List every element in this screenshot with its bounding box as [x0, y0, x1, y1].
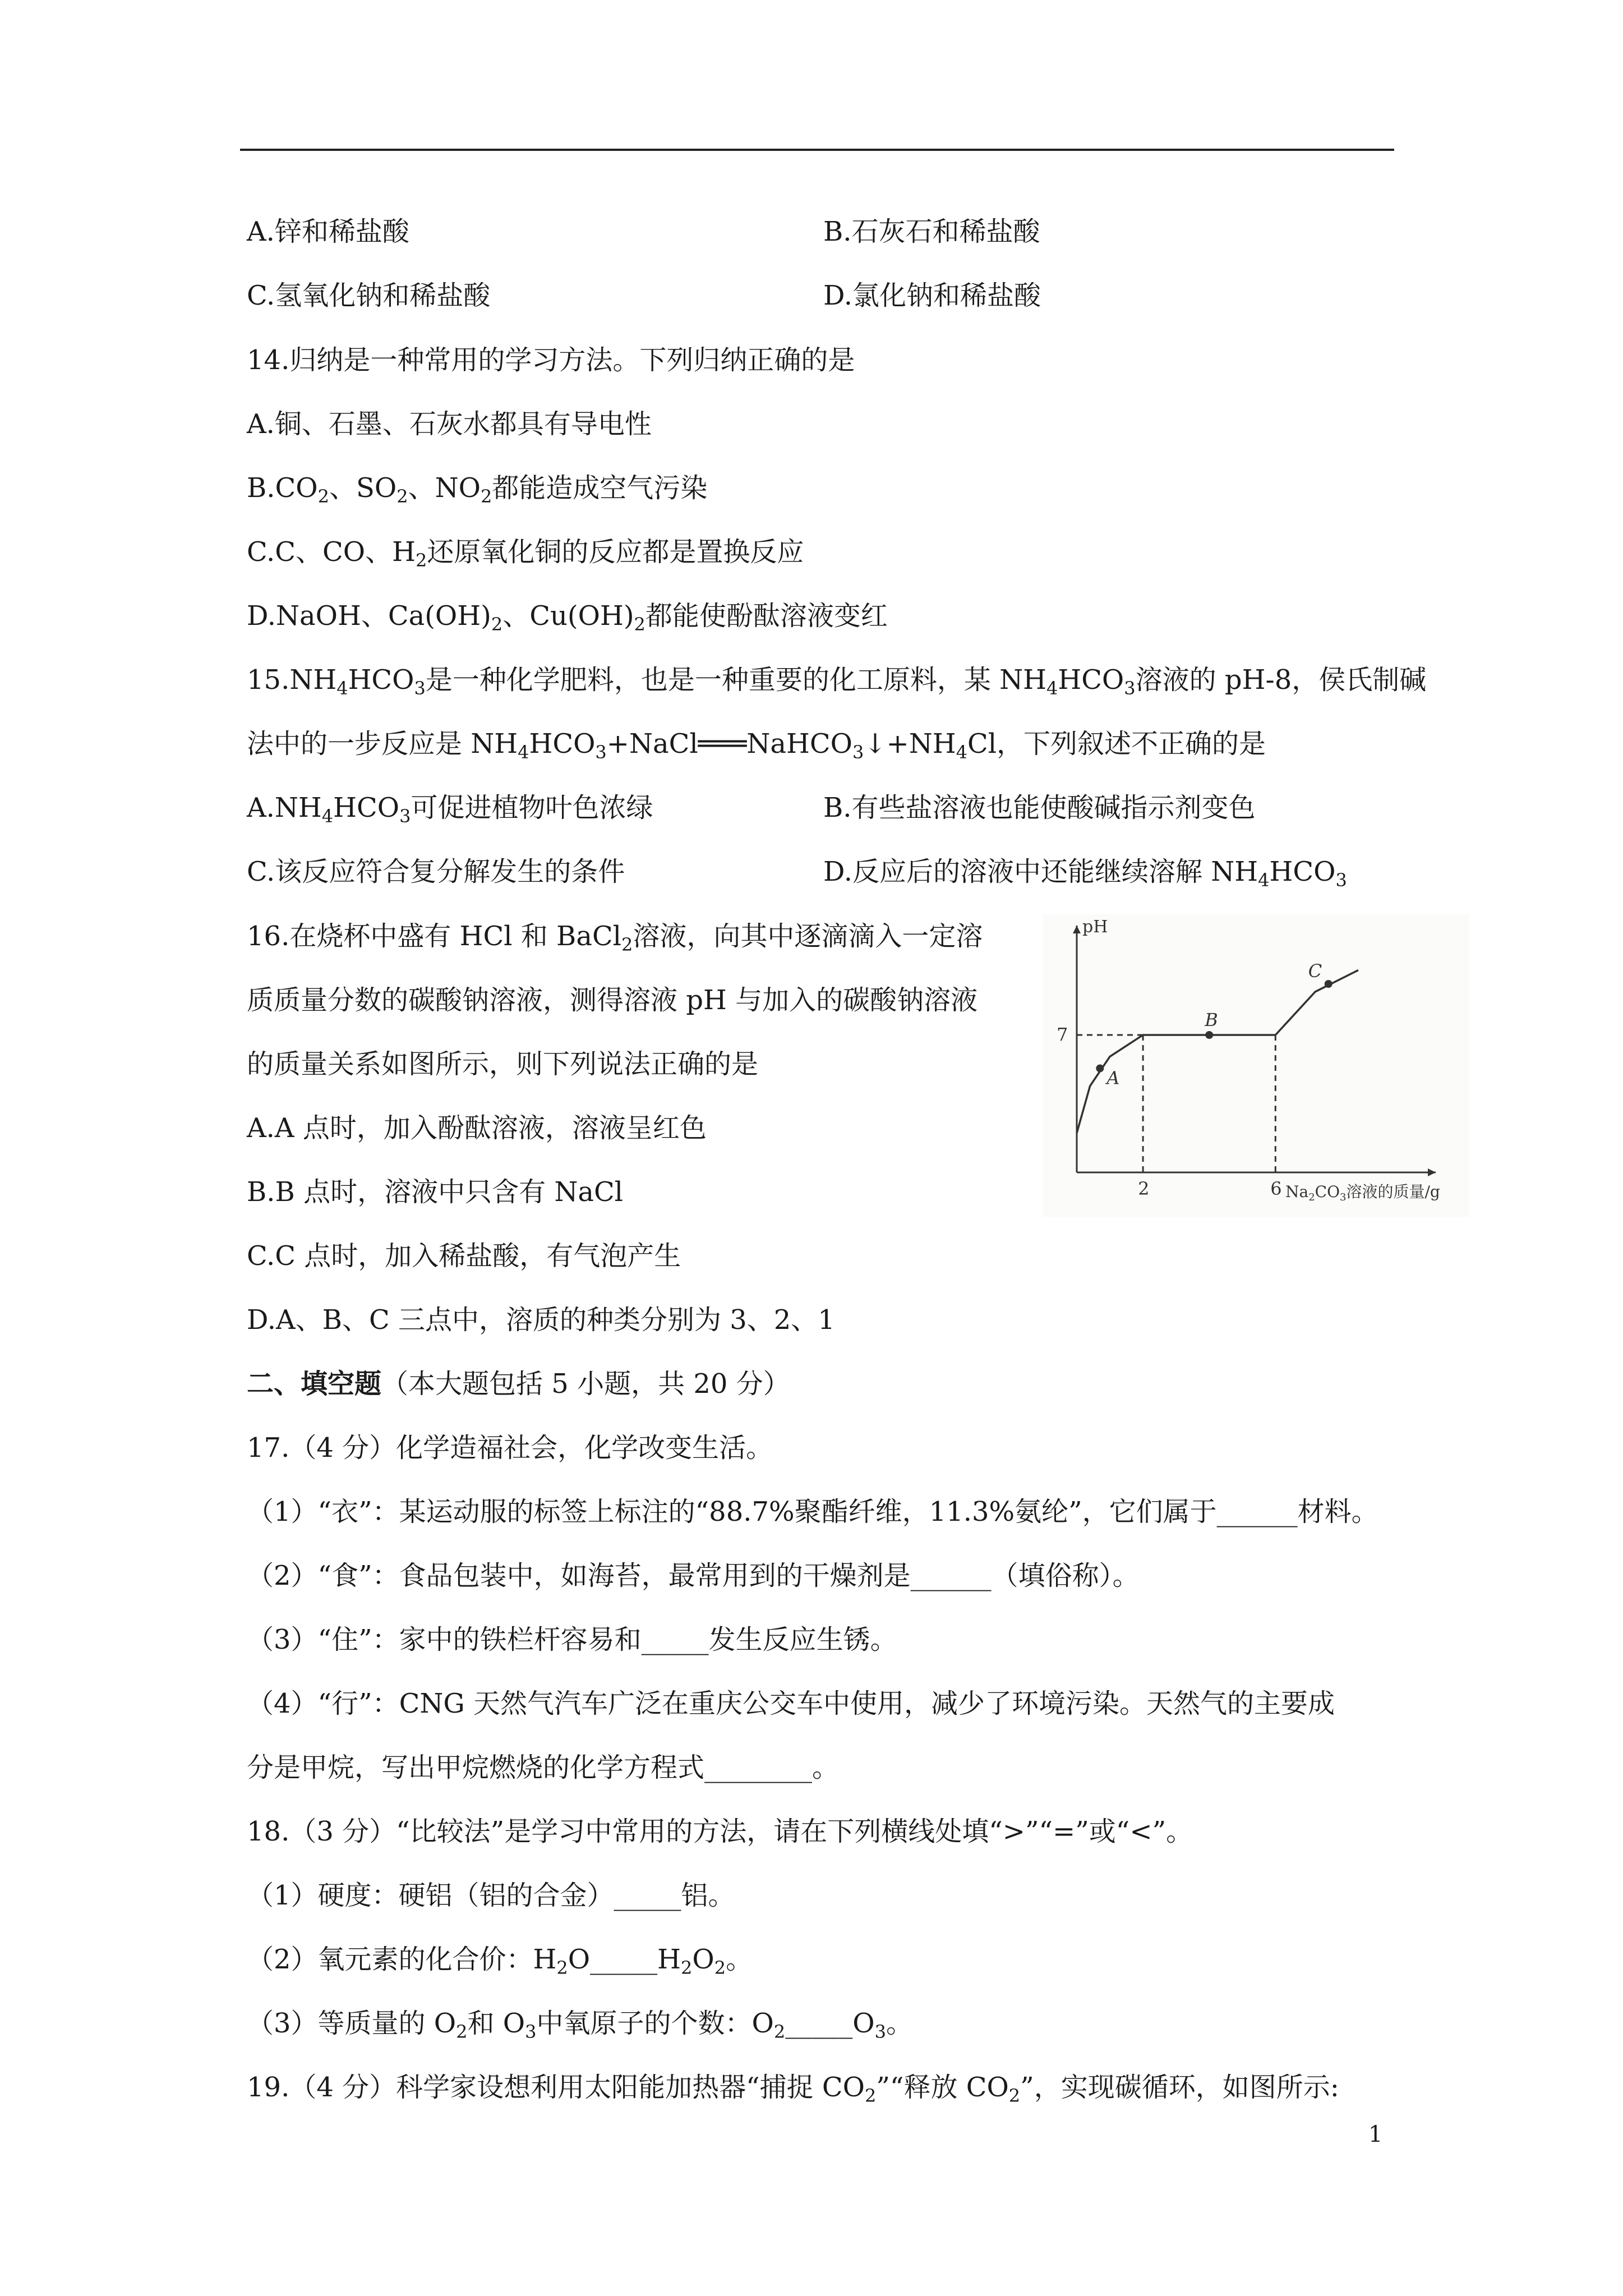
chart-axes: [1073, 926, 1436, 1176]
q17-part4-line2: 分是甲烷，写出甲烷燃烧的化学方程式________。: [247, 1752, 840, 1783]
q15-option-a: $A.NH_4HCO_3$可促进植物叶色浓绿: [247, 792, 653, 827]
point-label-a: A: [1106, 1067, 1120, 1089]
q17-part1: （1）“衣”：某运动服的标签上标注的“88.7%聚酯纤维，11.3%氨纶”，它们属于______材料。: [247, 1496, 1378, 1527]
point-label-c: C: [1308, 960, 1322, 982]
x-axis-label: $Na_2CO_3$溶液的质量/g: [1285, 1182, 1440, 1203]
chart-series: [1077, 970, 1358, 1134]
q14-stem: 14.归纳是一种常用的学习方法。下列归纳正确的是: [247, 344, 855, 376]
q16-option-b: B.B 点时，溶液中只含有 NaCl: [247, 1176, 624, 1208]
q13-option-a: A.锌和稀盐酸: [247, 216, 409, 247]
page-number: 1: [1368, 2122, 1383, 2147]
q14-option-a: A.铜、石墨、石灰水都具有导电性: [247, 408, 652, 440]
x-axis-arrow: [1428, 1168, 1436, 1176]
q18-part1: （1）硬度：硬铝（铝的合金）_____铝。: [247, 1880, 735, 1911]
q13-option-d: D.氯化钠和稀盐酸: [823, 280, 1041, 311]
q17-part3: （3）“住”：家中的铁栏杆容易和_____发生反应生锈。: [247, 1624, 897, 1655]
y-axis-arrow: [1073, 926, 1081, 933]
q15-stem-line2: 法中的一步反应是 $NH_4HCO_3+NaCl═══NaHCO_3↓+NH_4Cl$，下列叙述不正确的是: [247, 728, 1266, 763]
x-tick-label: 2: [1138, 1178, 1150, 1199]
section2-heading: [247, 1367, 790, 1401]
chart-labels: [1057, 917, 1440, 1203]
q16-stem-line3: 的质量关系如图所示，则下列说法正确的是: [247, 1048, 759, 1080]
q17-stem: 17.（4 分）化学造福社会，化学改变生活。: [247, 1432, 773, 1464]
ph-chart: [1043, 914, 1469, 1217]
header-rule: [240, 149, 1394, 151]
q16-stem-line1: 16.在烧杯中盛有 HCl 和 BaCl$_2$溶液，向其中逐滴滴入一定溶: [247, 921, 983, 955]
q18-part2: （2）氧元素的化合价：$H_2O\_\_\_\_\_H_2O_2$。: [247, 1944, 753, 1978]
q16-option-a: A.A 点时，加入酚酞溶液，溶液呈红色: [247, 1112, 707, 1144]
q14-option-c: C.C、CO、$H_2$还原氧化铜的反应都是置换反应: [247, 536, 804, 571]
q16-option-d: D.A、B、C 三点中，溶质的种类分别为 3、2、1: [247, 1304, 835, 1336]
q14-option-b: $B.CO_2$、$SO_2$、$NO_2$都能造成空气污染: [247, 472, 708, 507]
q18-stem: 18.（3 分）“比较法”是学习中常用的方法，请在下列横线处填“>”“=”或“<”。: [247, 1816, 1193, 1847]
q14-option-d: D.NaOH、$Ca(OH)_2$、$Cu(OH)_2$都能使酚酞溶液变红: [247, 600, 888, 635]
q15-option-d: D.反应后的溶液中还能继续溶解 $NH_4HCO_3$: [823, 856, 1347, 891]
chart-guides: [1077, 1035, 1275, 1172]
section2-title: 二、填空题: [247, 1368, 382, 1400]
ph-chart-svg: [1043, 914, 1469, 1217]
x-tick-label: 6: [1270, 1178, 1282, 1199]
q18-part3: （3）等质量的 $O_2$和 $O_3$中氧原子的个数：$O_2\_\_\_\_\_O_3$。: [247, 2008, 913, 2042]
q16-stem-line2: 质质量分数的碳酸钠溶液，测得溶液 pH 与加入的碳酸钠溶液: [247, 984, 978, 1016]
q13-option-c: C.氢氧化钠和稀盐酸: [247, 280, 491, 311]
q17-part4-line1: （4）“行”：CNG 天然气汽车广泛在重庆公交车中使用，减少了环境污染。天然气的主要成: [247, 1688, 1335, 1719]
q17-part2: （2）“食”：食品包装中，如海苔，最常用到的干燥剂是______（填俗称）。: [247, 1560, 1140, 1591]
q15-option-b: B.有些盐溶液也能使酸碱指示剂变色: [823, 792, 1256, 823]
q13-option-b: B.石灰石和稀盐酸: [823, 216, 1040, 247]
section2-note: （本大题包括 5 小题，共 20 分）: [381, 1368, 790, 1400]
y-tick-label: 7: [1057, 1024, 1068, 1045]
q15-stem-line1: $15.NH_4HCO_3$是一种化学肥料，也是一种重要的化工原料，某 $NH_4HCO_3$溶液的 pH-8，侯氏制碱: [247, 664, 1427, 699]
q16-option-c: C.C 点时，加入稀盐酸，有气泡产生: [247, 1240, 681, 1272]
point-b: [1205, 1031, 1213, 1039]
point-label-b: B: [1205, 1009, 1218, 1030]
point-a: [1096, 1065, 1104, 1073]
ph-curve: [1077, 970, 1358, 1134]
y-axis-label: pH: [1082, 917, 1108, 937]
q19-stem: 19.（4 分）科学家设想利用太阳能加热器“捕捉 $CO_2”“$释放 $CO_2$”，实现碳循环，如图所示:: [247, 2072, 1339, 2106]
point-c: [1325, 980, 1332, 988]
q15-option-c: C.该反应符合复分解发生的条件: [247, 856, 625, 887]
